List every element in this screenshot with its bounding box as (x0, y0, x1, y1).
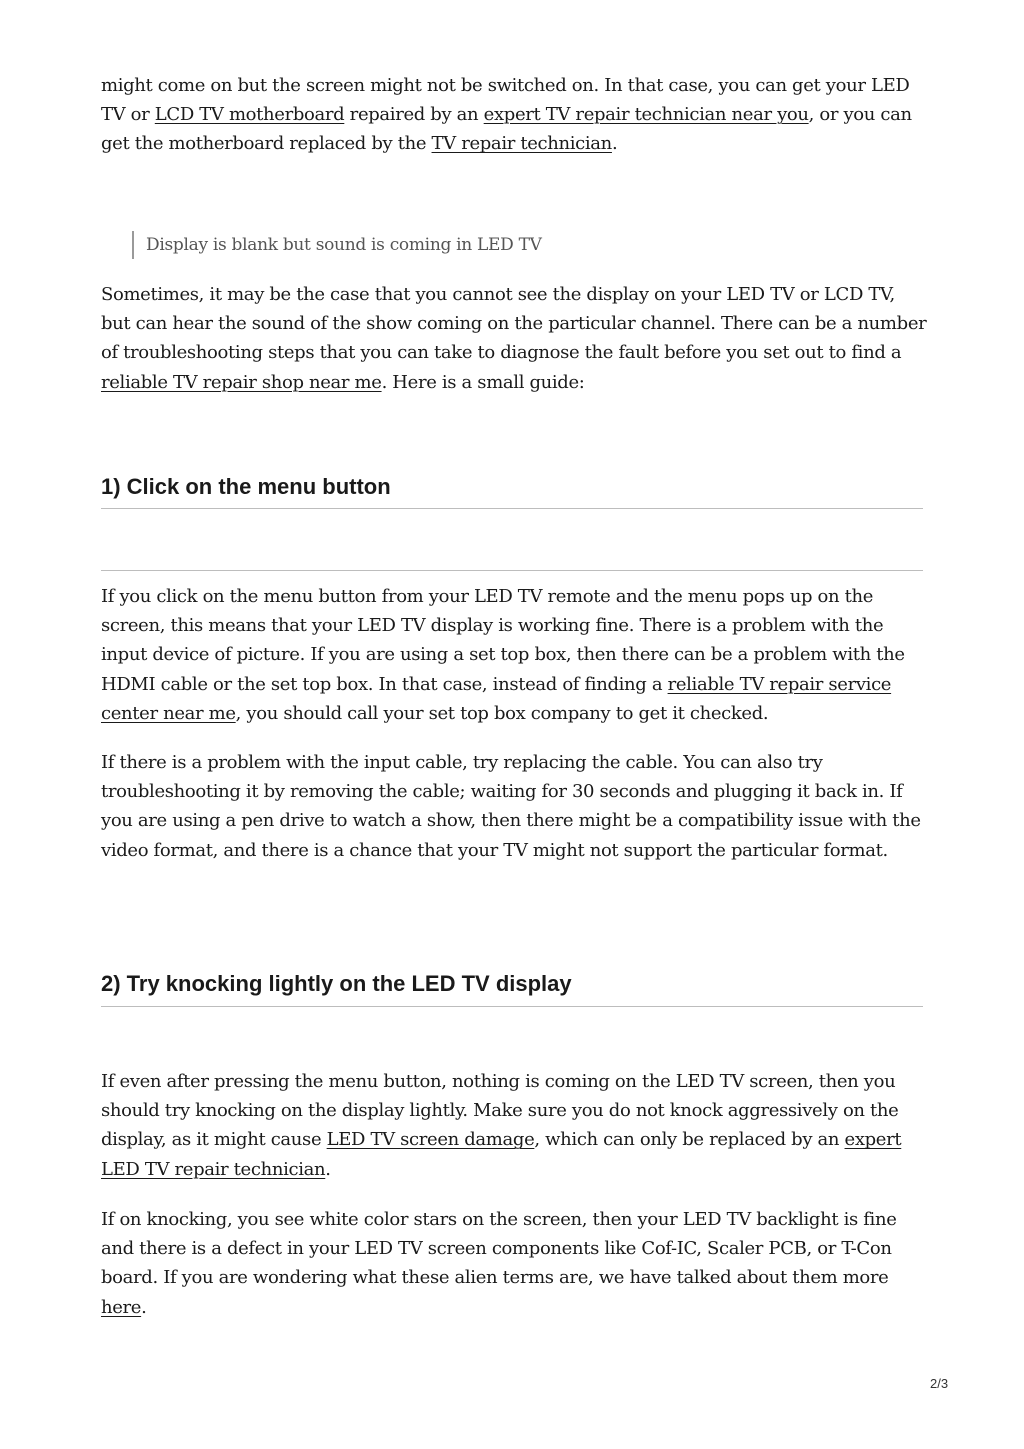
link-lcd-tv-motherboard[interactable]: LCD TV motherboard (154, 104, 345, 126)
heading-divider (101, 1006, 923, 1007)
paragraph-menu-button-explanation (101, 582, 927, 728)
link-led-tv-screen-damage[interactable]: LED TV screen damage (326, 1129, 535, 1151)
heading-try-knocking: 2) Try knocking lightly on the LED TV display (101, 971, 572, 996)
link-tv-repair-technician[interactable]: TV repair technician (431, 133, 612, 155)
paragraph-motherboard-repair (101, 71, 927, 159)
text-run: If you click on the menu button from your LED TV remote and the menu pops up on the screen, this means that your LED TV display is working fine. There is a problem with the input device of picture. If you are using a set top box, then there can be a problem with the HDMI cable or the set top box. In that case, instead of finding a (101, 586, 905, 695)
text-run: , you should call your set top box company to get it checked. (235, 702, 769, 724)
paragraph-white-stars (101, 1205, 927, 1322)
text-run: If even after pressing the menu button, nothing is coming on the LED TV screen, then you should try knocking on the display lightly. Make sure you do not knock aggressively on the display, as it might cause (101, 1071, 899, 1151)
text-run: might come on but the screen might not be switched on. In that case, you can get your LED TV or (101, 75, 910, 126)
page-number: 2/3 (930, 1376, 949, 1391)
link-reliable-tv-repair-shop-near-me[interactable]: reliable TV repair shop near me (101, 371, 382, 393)
paragraph-sound-no-display (101, 280, 927, 397)
heading-click-menu-button: 1) Click on the menu button (101, 474, 391, 499)
link-here[interactable]: here (101, 1296, 142, 1318)
text-run: Sometimes, it may be the case that you cannot see the display on your LED TV or LCD TV, but can hear the sound of the show coming on the particular channel. There can be a number of troubleshooting steps that you can take to diagnose the fault before you set out to find a (101, 284, 927, 364)
blockquote-display-blank: Display is blank but sound is coming in LED TV (132, 231, 542, 259)
paragraph-knock-display (101, 1067, 927, 1184)
text-run: . (325, 1158, 331, 1180)
link-expert-led-tv-repair-technician[interactable]: expert LED TV repair technician (101, 1129, 902, 1180)
text-run: If on knocking, you see white color stars on the screen, then your LED TV backlight is fine and there is a defect in your LED TV screen components like Cof-IC, Scaler PCB, or T-Con board. If you are wondering what these alien terms are, we have talked about them more (101, 1209, 897, 1289)
link-reliable-tv-repair-service-center[interactable]: reliable TV repair service center near me (101, 673, 892, 724)
text-run: repaired by an (344, 104, 484, 126)
paragraph-input-cable: If there is a problem with the input cable, try replacing the cable. You can also try troubleshooting it by removing the cable; waiting for 30 seconds and plugging it back in. If you are using a pen drive to watch a show, then there might be a compatibility issue with the video format, and there is a chance that your TV might not support the particular format. (101, 752, 921, 861)
text-run: . (141, 1296, 147, 1318)
text-run: , or you can get the motherboard replaced by the (101, 104, 912, 155)
heading-divider (101, 508, 923, 509)
text-run: . Here is a small guide: (381, 371, 585, 393)
link-expert-tv-repair-technician-near-you[interactable]: expert TV repair technician near you (483, 104, 809, 126)
text-run: , which can only be replaced by an (534, 1129, 845, 1151)
section-divider (101, 570, 923, 571)
text-run: . (611, 133, 618, 155)
